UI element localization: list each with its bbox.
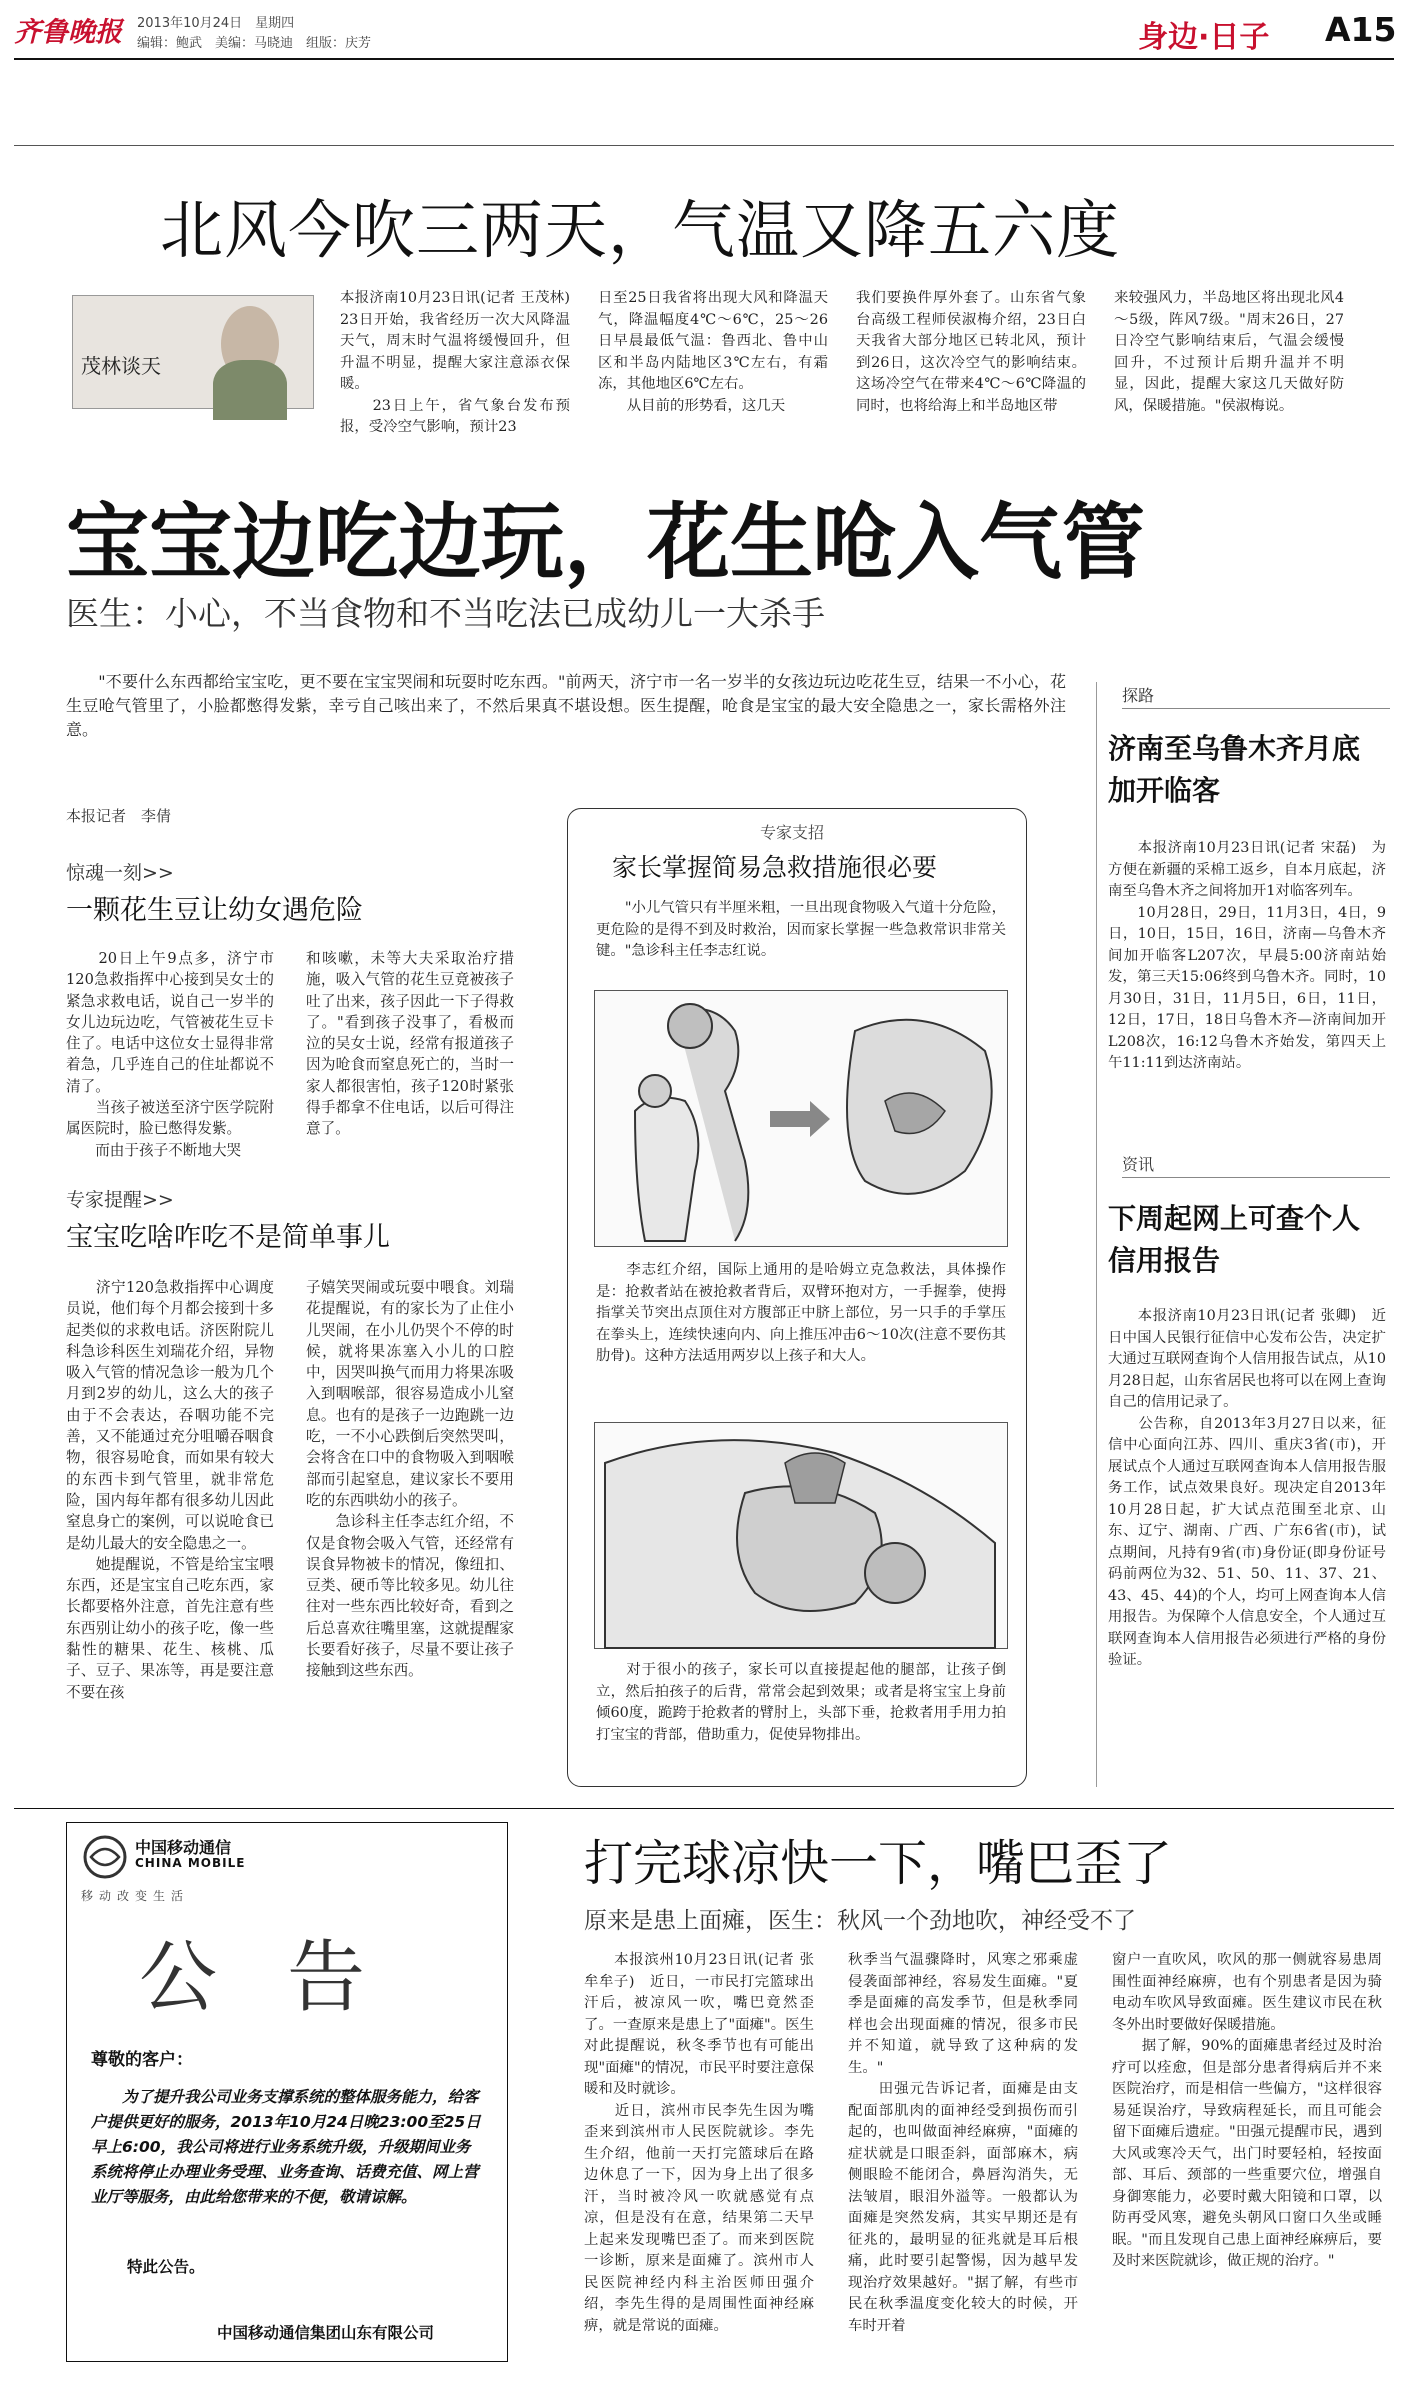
expert-box-tag: 专家支招 (760, 823, 825, 842)
sidebar-1-tag: 探路 (1122, 686, 1155, 705)
main-byline: 本报记者 李倩 (66, 807, 172, 825)
ad-greeting: 尊敬的客户： (91, 2050, 193, 2070)
expert-box-intro: "小儿气管只有半厘米粗，一旦出现食物吸入气道十分危险，更危险的是得不到及时救治，因而家长掌握一些急救常识非常关键。"急诊科主任李志红说。 (596, 900, 1006, 959)
section-2-col-1: 济宁120急救指挥中心调度员说，他们每个月都会接到十多起类似的求救电话。济医附院儿科急诊科医生刘瑞花介绍，异物吸入气管的情况急诊一般为几个月到2岁的幼儿，这么大的孩子由于不会表达，吞咽功能不完善，又不能通过充分咀嚼吞咽食物，很容易呛食，而如果有较大的东西卡到气管里，就非常危险，国内每年都有很多幼儿因此窒息身亡的案例，可以说呛食已是幼儿最大的安全隐患之一。 她提醒说，不管是给宝宝喂东西，还是宝宝自己吃东西，家长都要格外注意，首先注意有些东西别让幼小的孩子吃，像一些黏性的糖果、花生、核桃、瓜子、豆子、果冻等，再是要注意不要在孩 (66, 1279, 274, 1701)
sidebar-2-title: 下周起网上可查个人信用报告 (1108, 1202, 1361, 1277)
china-mobile-logo-icon (81, 1833, 129, 1881)
expert-box-title: 家长掌握简易急救措施很必要 (612, 853, 938, 882)
bottom-col-3: 窗户一直吹风，吹风的那一侧就容易患周围性面神经麻痹，也有个别患者是因为骑电动车吹风导致面瘫。医生建议市民在秋冬外出时要做好保暖措施。 据了解，90%的面瘫患者经过及时治疗可以痊愈，但是部分患者得病后并不来医院治疗，而是相信一些偏方，"这样很容易延误治疗，导致病程延长，而且可能会留下面瘫后遗症。"田强元提醒市民，遇到大风或寒冷天气，出门时要轻柏，轻按面部、耳后、颈部的一些重要穴位，增强自身御寒能力，必要时戴大阳镜和口罩，以防再受风寒，避免头朝风口窗口久坐或睡眠。"而且发现自己患上面神经麻痹后，要及时来医院就诊，做正规的治疗。" (1112, 1952, 1382, 2269)
bottom-subhead: 原来是患上面瘫，医生：秋风一个劲地吹，神经受不了 (584, 1908, 1136, 1934)
section-1-col-2: 和咳嗽，未等大夫采取治疗措施，吸入气管的花生豆竟被孩子吐了出来，孩子因此一下子得救了。"看到孩子没事了，看极而泣的吴女士说，经常有报道孩子因为呛食而窒息死亡的，当时一家人都很害怕，孩子120时紧张得手都拿不住电话，以后可得注意了。 (306, 950, 514, 1138)
section-1-col-1: 20日上午9点多，济宁市120急救指挥中心接到吴女士的紧急求救电话，说自己一岁半的女儿边玩边吃，气管被花生豆卡住了。电话中这位女士显得非常着急，几乎连自己的住址都说不清了。 当孩子被送至济宁医学院附属医院时，脸已憋得发紫。 而由于孩子不断地大哭 (66, 950, 274, 1159)
sidebar-1-title: 济南至乌鲁木齐月底加开临客 (1108, 732, 1361, 807)
sidebar-2-body: 本报济南10月23日讯(记者 张卿) 近日中国人民银行征信中心发布公告，决定扩大通过互联网查询个人信用报告试点，从10月28日起，山东省居民也将可以在网上查询自己的信用记录了。 公告称，自2013年3月27日以来，征信中心面向江苏、四川、重庆3省(市)，开展试点个人通过互联网查询本人信用报告服务工作，试点效果良好。现决定自2013年10月28日起，扩大试点范围至北京、山东、辽宁、湖南、广西、广东6省(市)，试点期间，凡持有9省(市)身份证(即身份证号码前两位为32、51、50、11、37、21、43、45、44)的个人，均可上网查询本人信用报告。为保障个人信息安全，个人通过互联网查询本人信用报告必须进行严格的身份验证。 (1108, 1308, 1386, 1668)
column-name: 茂林谈天 (81, 354, 161, 378)
weather-col-4: 来较强风力，半岛地区将出现北风4～5级，阵风7级。"周末26日，27日冷空气影响结束后，气温会缓慢回升，不过预计后期升温并不明显，因此，提醒大家这几天做好防风，保暖措施。"侯淑梅说。 (1114, 290, 1344, 414)
sidebar-2-tag-rule (1122, 1177, 1390, 1178)
section-2-title: 宝宝吃啥咋吃不是简单事儿 (66, 1222, 390, 1253)
bottom-col-1: 本报滨州10月23日讯(记者 张牟牟子) 近日，一市民打完篮球出汗后，被凉风一吹，嘴巴竟然歪了。一查原来是患上了"面瘫"。医生对此提醒说，秋冬季节也有可能出现"面瘫"的情况，市民平时要注意保暖和及时就诊。 近日，滨州市民李先生因为嘴歪来到滨州市人民医院就诊。李先生介绍，他前一天打完篮球后在路边休息了一下，因为身上出了很多汗，当时被冷风一吹就感觉有点凉，但是没有在意，结果第二天早上起来发现嘴巴歪了。而来到医院一诊断，原来是面瘫了。滨州市人民医院神经内科主治医师田强介绍，李先生得的是周围性面神经麻痹，就是常说的面瘫。 (584, 1952, 814, 2334)
masthead-rule (14, 58, 1394, 60)
sidebar-divider (1096, 682, 1097, 1787)
sidebar-2-tag: 资讯 (1122, 1155, 1155, 1174)
section-2-col-2: 子嬉笑哭闹或玩耍中喂食。刘瑞花提醒说，有的家长为了止住小儿哭闹，在小儿仍哭个不停的时候，就将果冻塞入小儿的口腔中，因哭叫换气而用力将果冻吸入到咽喉部，很容易造成小儿窒息。也有的是孩子一边跑跳一边吃，一不小心跌倒后突然哭叫，会将含在口中的食物吸入到咽喉部而引起窒息，建议家长不要用吃的东西哄幼小的孩子。 急诊科主任李志红介绍，不仅是食物会吸入气管，还经常有误食异物被卡的情况，像纽扣、豆类、硬币等比较多见。幼儿往往对一些东西比较好奇，看到之后总喜欢往嘴里塞，这就提醒家长要看好孩子，尽量不要让孩子接触到这些东西。 (306, 1279, 514, 1680)
main-subhead: 医生：小心，不当食物和不当吃法已成幼儿一大杀手 (66, 594, 825, 633)
ad-body: 为了提升我公司业务支撑系统的整体服务能力，给客户提供更好的服务，2013年10月24日晚23:00至25日早上6:00，我公司将进行业务系统升级，升级期间业务系统将停止办理业务受理、业务查询、话费充值、网上营业厅等服务，由此给您带来的不便，敬请谅解。 (91, 2088, 481, 2206)
ad-signature: 中国移动通信集团山东有限公司 (217, 2324, 435, 2342)
ad-brand-en: CHINA MOBILE (135, 1856, 246, 1870)
newspaper-logo: 齐鲁晚报 (14, 17, 122, 48)
ad-slogan: 移动改变生活 (81, 1889, 190, 1903)
weather-col-3: 我们要换件厚外套了。山东省气象台高级工程师侯淑梅介绍，23日白天我省大部分地区已转北风，预计到26日，这次冷空气的影响结束。这场冷空气在带来4℃～6℃降温的同时，也将给海上和半岛地区带 (856, 290, 1086, 414)
infant-drawing (595, 1423, 1007, 1648)
main-headline: 宝宝边吃边玩，花生呛入气管 (66, 494, 1145, 591)
weather-col-1: 本报济南10月23日讯(记者 王茂林) 23日开始，我省经历一次大风降温天气，周末时气温将缓慢回升，但升温不明显，提醒大家注意添衣保暖。 23日上午，省气象台发布预报，受冷空气影响，预计23 (340, 290, 570, 435)
mid-rule (14, 1808, 1394, 1809)
ad-title: 公告 (139, 1933, 436, 2023)
heimlich-caption: 李志红介绍，国际上通用的是哈姆立克急救法，具体操作是：抢救者站在被抢救者背后，双臂环抱对方，一手握拳，使拇指掌关节突出点顶住对方腹部正中脐上部位，另一只手的手掌压在拳头上，连续快速向内、向上推压冲击6～10次(注意不要伤其肋骨)。这种方法适用两岁以上孩子和大人。 (596, 1262, 1006, 1364)
ad-brand-cn: 中国移动通信 (135, 1838, 232, 1857)
date-line: 2013年10月24日 星期四 (137, 16, 295, 31)
heimlich-illustration (594, 990, 1008, 1247)
bottom-headline: 打完球凉快一下，嘴巴歪了 (584, 1835, 1173, 1892)
heimlich-drawing (595, 991, 1007, 1246)
page-number: A15 (1325, 10, 1397, 49)
sidebar-1-tag-rule (1122, 708, 1390, 709)
masthead-rule-2 (14, 145, 1394, 146)
main-lead: "不要什么东西都给宝宝吃，更不要在宝宝哭闹和玩耍时吃东西。"前两天，济宁市一名一岁半的女孩边玩边吃花生豆，结果一不小心，花生豆呛气管里了，小脸都憋得发紫，幸亏自己咳出来了，不然后果真不堪设想。医生提醒，呛食是宝宝的最大安全隐患之一，家长需格外注意。 (66, 672, 1066, 739)
infant-caption: 对于很小的孩子，家长可以直接提起他的腿部，让孩子倒立，然后拍孩子的后背，常常会起到效果；或者是将宝宝上身前倾60度，跪跨于抢救者的臂肘上，头部下垂，抢救者用手用力拍打宝宝的背部，借助重力，促使异物排出。 (596, 1662, 1006, 1743)
section-name: 身边·日子 (1138, 20, 1270, 55)
section-2-tag: 专家提醒>> (66, 1189, 174, 1211)
sidebar-1-body: 本报济南10月23日讯(记者 宋磊) 为方便在新疆的采棉工返乡，自本月底起，济南至乌鲁木齐之间将加开1对临客列车。 10月28日，29日，11月3日，4日，9日，10日，15日，16日，济南—乌鲁木齐间加开临客L207次，早晨5:00济南站始发，第三天15:06终到乌鲁木齐。同时，10月30日，31日，11月5日，6日，11日，12日，17日，18日乌鲁木齐—济南间加开L208次，16:12乌鲁木齐始发，第四天上午11:11到达济南站。 (1108, 840, 1386, 1071)
section-1-tag: 惊魂一刻>> (66, 862, 174, 884)
columnist-photo (72, 295, 314, 409)
section-1-title: 一颗花生豆让幼女遇危险 (66, 895, 363, 926)
china-mobile-ad (66, 1822, 508, 2362)
bottom-col-2: 秋季当气温骤降时，风寒之邪乘虚侵袭面部神经，容易发生面瘫。"夏季是面瘫的高发季节，但是秋季同样也会出现面瘫的情况，很多市民并不知道，就导致了这种病的发生。" 田强元告诉记者，面瘫是由支配面部肌肉的面神经受到损伤而引起的，也叫做面神经麻痹，"面瘫的症状就是口眼歪斜，面部麻木，病侧眼睑不能闭合，鼻唇沟消失，无法皱眉，眼泪外溢等。一般都认为面瘫是突然发病，其实早期还是有征兆的，最明显的征兆就是耳后根痛，此时要引起警惕，因为越早发现治疗效果越好。"据了解，有些市民在秋季温度变化较大的时候，开车时开着 (848, 1952, 1078, 2334)
staff-line: 编辑：鲍武 美编：马晓迪 组版：庆芳 (137, 36, 372, 51)
weather-col-2: 日至25日我省将出现大风和降温天气，降温幅度4℃～6℃，25～26日早晨最低气温：鲁西北、鲁中山区和半岛内陆地区3℃左右，有霜冻，其他地区6℃左右。 从目前的形势看，这几天 (598, 290, 828, 414)
infant-illustration (594, 1422, 1008, 1649)
ad-closing: 特此公告。 (127, 2258, 205, 2276)
weather-headline: 北风今吹三两天，气温又降五六度 (160, 194, 1120, 267)
